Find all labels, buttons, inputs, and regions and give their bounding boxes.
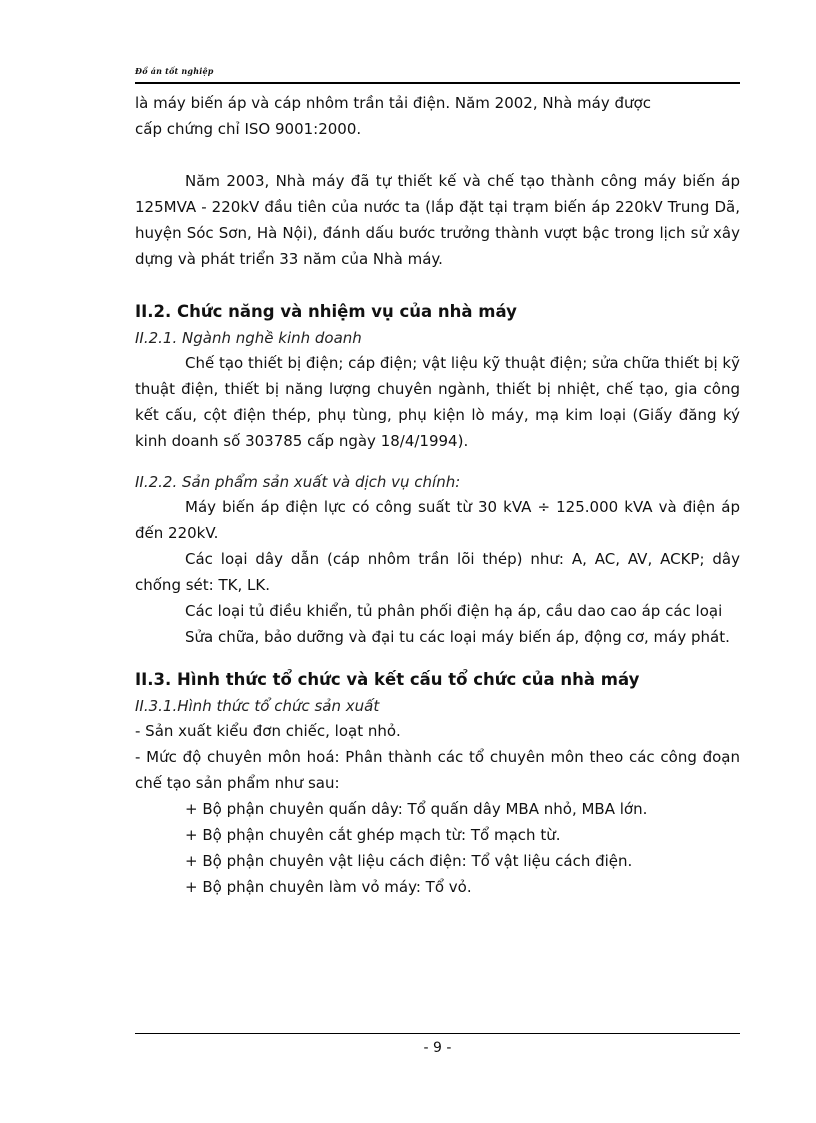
paragraph: là máy biến áp và cáp nhôm trần tải điện. Năm 2002, Nhà máy được [135, 94, 651, 112]
page-header [135, 66, 740, 84]
footer-rule [135, 1033, 740, 1034]
paragraph: Các loại dây dẫn (cáp nhôm trần lõi thép) như: A, AC, AV, ACKP; dây chống sét: TK, LK. [135, 550, 740, 594]
list-item: + Bộ phận chuyên cắt ghép mạch từ: Tổ mạch từ. [185, 826, 561, 844]
subsection-heading: II.2.2. Sản phẩm sản xuất và dịch vụ chính: [135, 473, 461, 491]
list-item: - Sản xuất kiểu đơn chiếc, loạt nhỏ. [135, 722, 401, 740]
list-item: + Bộ phận chuyên quấn dây: Tổ quấn dây MBA nhỏ, MBA lớn. [185, 800, 648, 818]
paragraph: cấp chứng chỉ ISO 9001:2000. [135, 120, 362, 138]
paragraph: Các loại tủ điều khiển, tủ phân phối điện hạ áp, cầu dao cao áp các loại [185, 602, 723, 620]
paragraph: Máy biến áp điện lực có công suất từ 30 kVA ÷ 125.000 kVA và điện áp đến 220kV. [135, 498, 740, 542]
header-title: Đồ án tốt nghiệp [135, 66, 214, 76]
list-item: - Mức độ chuyên môn hoá: Phân thành các tổ chuyên môn theo các công đoạn chế tạo sản phẩm như sau: [135, 748, 740, 792]
paragraph: Chế tạo thiết bị điện; cáp điện; vật liệu kỹ thuật điện; sửa chữa thiết bị kỹ thuật điện, thiết bị năng lượng chuyên ngành, thiết bị nhiệt, chế tạo, gia công kết cấu, cột điện thép, phụ tùng, phụ kiện lò máy, mạ kim loại (Giấy đăng ký kinh doanh số 303785 cấp ngày 18/4/1994). [135, 354, 740, 450]
paragraph: Sửa chữa, bảo dưỡng và đại tu các loại máy biến áp, động cơ, máy phát. [185, 628, 730, 646]
document-page [135, 0, 740, 1123]
list-item: + Bộ phận chuyên vật liệu cách điện: Tổ vật liệu cách điện. [185, 852, 633, 870]
list-item: + Bộ phận chuyên làm vỏ máy: Tổ vỏ. [185, 878, 472, 896]
section-heading: II.2. Chức năng và nhiệm vụ của nhà máy [135, 302, 517, 321]
subsection-heading: II.3.1.Hình thức tổ chức sản xuất [135, 697, 380, 715]
page-number: - 9 - [423, 1040, 452, 1056]
paragraph: Năm 2003, Nhà máy đã tự thiết kế và chế tạo thành công máy biến áp 125MVA - 220kV đầu tiên của nước ta (lắp đặt tại trạm biến áp 220kV Trung Dã, huyện Sóc Sơn, Hà Nội), đánh dấu bước trưởng thành vượt bậc trong lịch sử xây dựng và phát triển 33 năm của Nhà máy. [135, 172, 740, 268]
section-heading: II.3. Hình thức tổ chức và kết cấu tổ chức của nhà máy [135, 670, 640, 689]
page-body [135, 90, 740, 900]
subsection-heading: II.2.1. Ngành nghề kinh doanh [135, 329, 362, 347]
